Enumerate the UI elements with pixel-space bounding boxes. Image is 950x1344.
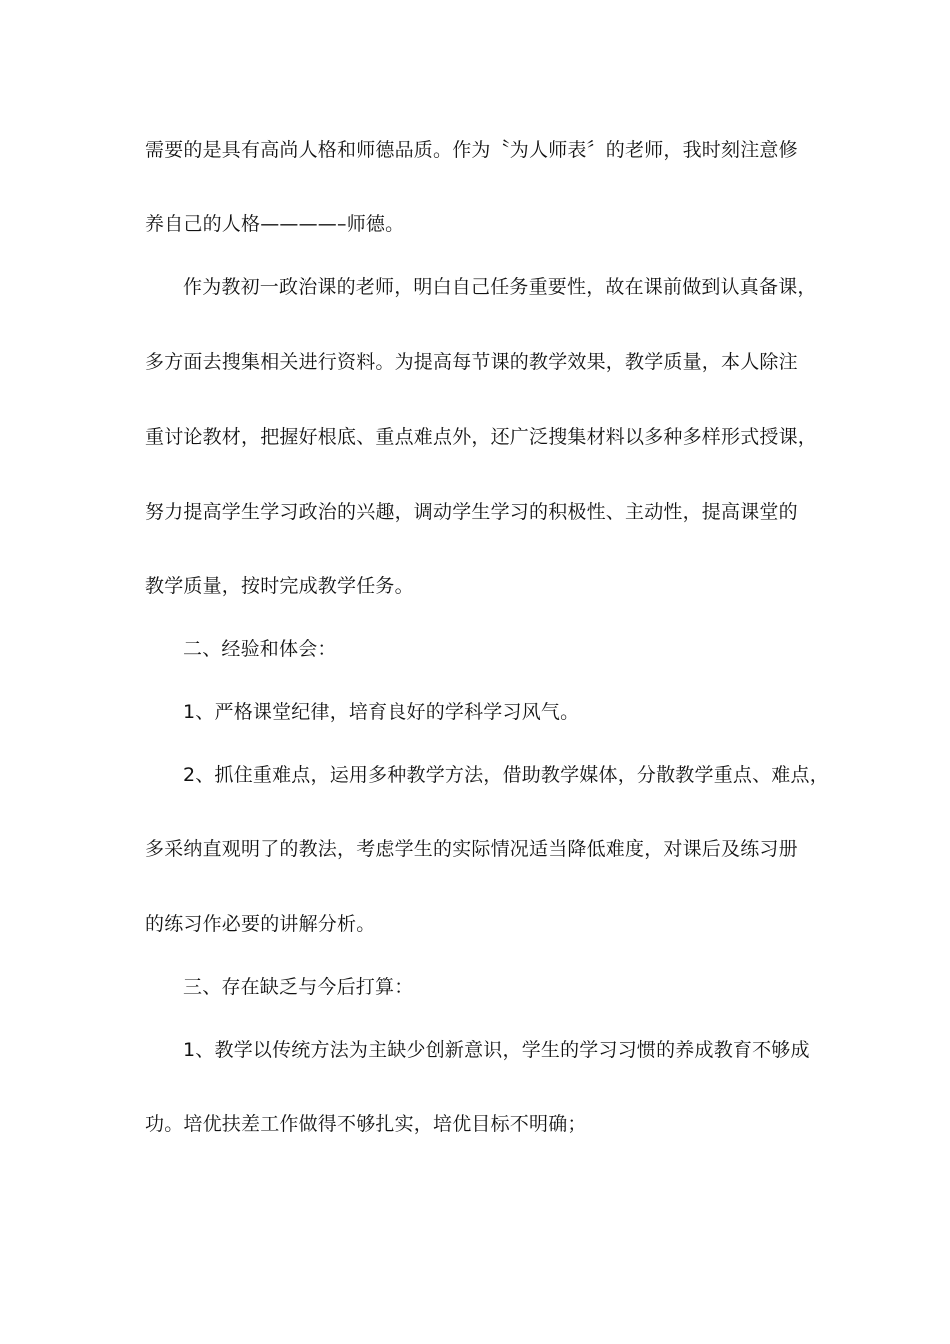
paragraph-line-4: 多方面去搜集相关进行资料。为提高每节课的教学效果，教学质量，本人除注 (145, 351, 798, 373)
paragraph-line-5: 重讨论教材，把握好根底、重点难点外，还广泛搜集材料以多种多样形式授课， (145, 426, 818, 448)
paragraph-line-3: 作为教初一政治课的老师，明白自己任务重要性，故在课前做到认真备课， (183, 276, 817, 298)
list-item-3-1: 1、教学以传统方法为主缺少创新意识，学生的学习习惯的养成教育不够成 (183, 1039, 810, 1061)
paragraph-line-7: 教学质量，按时完成教学任务。 (145, 575, 414, 597)
paragraph-line-11: 多采纳直观明了的教法，考虑学生的实际情况适当降低难度，对课后及练习册 (145, 838, 798, 860)
paragraph-line-15: 功。培优扶差工作做得不够扎实，培优目标不明确； (145, 1113, 587, 1135)
list-item-2-1: 1、严格课堂纪律，培育良好的学科学习风气。 (183, 701, 580, 723)
section-heading-2: 二、经验和体会： (183, 638, 337, 660)
paragraph-line-1: 需要的是具有高尚人格和师德品质。作为〝为人师表〞的老师，我时刻注意修 (145, 139, 798, 161)
paragraph-line-12: 的练习作必要的讲解分析。 (145, 913, 376, 935)
paragraph-line-2: 养自己的人格————–师德。 (145, 213, 405, 235)
section-heading-3: 三、存在缺乏与今后打算： (183, 976, 414, 998)
list-item-2-2: 2、抓住重难点，运用多种教学方法，借助教学媒体，分散教学重点、难点， (183, 764, 829, 786)
paragraph-line-6: 努力提高学生学习政治的兴趣，调动学生学习的积极性、主动性，提高课堂的 (145, 501, 798, 523)
